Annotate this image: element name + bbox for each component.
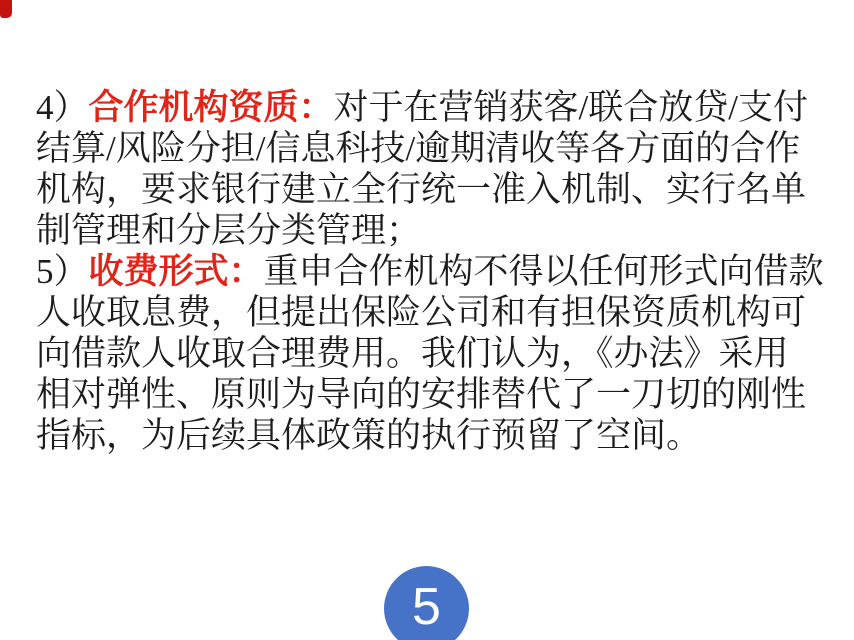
text-line <box>36 415 826 456</box>
body-text: 5） <box>36 252 89 291</box>
text-line <box>36 333 826 374</box>
text-line <box>36 169 826 210</box>
body-text: 制管理和分层分类管理； <box>36 211 422 250</box>
text-line <box>36 128 826 169</box>
text-line <box>36 374 826 415</box>
body-text: 相对弹性、原则为导向的安排替代了一刀切的刚性 <box>36 375 807 414</box>
body-text: 人收取息费，但提出保险公司和有担保资质机构可 <box>36 293 807 332</box>
text-line <box>36 210 826 251</box>
body-text: 向借款人收取合理费用。我们认为，《办法》采用 <box>36 334 789 373</box>
text-line <box>36 292 826 333</box>
body-text: 重申合作机构不得以任何形式向借款 <box>263 252 824 291</box>
text-line <box>36 87 826 128</box>
body-text: 对于在营销获客/联合放贷/支付 <box>333 88 808 127</box>
text-line <box>36 251 826 292</box>
slide-body-text <box>36 87 826 456</box>
corner-marker <box>0 0 12 18</box>
page-number-badge <box>384 566 469 640</box>
highlighted-text: 合作机构资质： <box>88 88 334 127</box>
page-number: 5 <box>412 577 441 636</box>
body-text: 结算/风险分担/信息科技/逾期清收等各方面的合作 <box>36 129 801 168</box>
highlighted-text: 收费形式： <box>88 252 264 291</box>
body-text: 4） <box>36 88 89 127</box>
body-text: 机构，要求银行建立全行统一准入机制、实行名单 <box>36 170 807 209</box>
body-text: 指标，为后续具体政策的执行预留了空间。 <box>36 416 702 455</box>
